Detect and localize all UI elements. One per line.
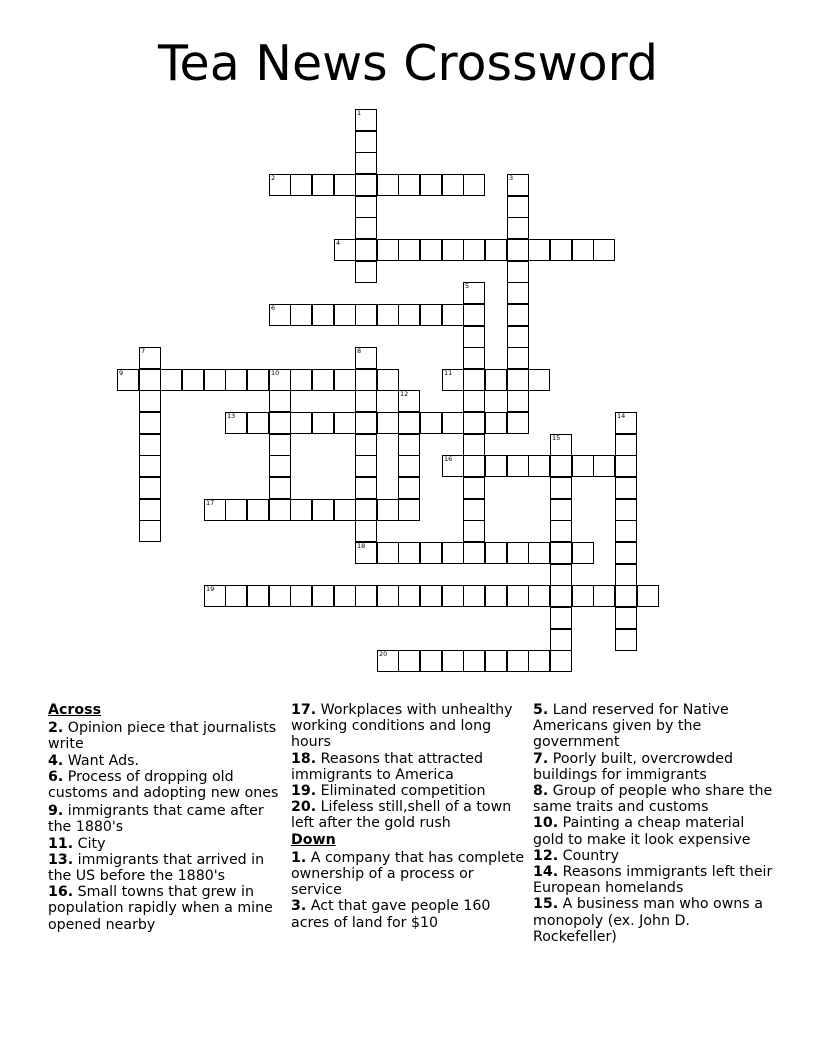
- grid-cell[interactable]: [269, 304, 291, 326]
- grid-cell[interactable]: [528, 369, 550, 391]
- clue-number: 18: [357, 542, 366, 550]
- grid-cell[interactable]: [550, 564, 572, 586]
- grid-cell[interactable]: [269, 455, 291, 477]
- grid-cell[interactable]: [398, 650, 420, 672]
- grid-cell[interactable]: [247, 369, 269, 391]
- clue-down-1: 1. A company that has complete ownership of a process or service: [291, 849, 525, 899]
- grid-cell[interactable]: [507, 542, 529, 564]
- grid-cell[interactable]: [355, 304, 377, 326]
- clue-down-5: 5. Land reserved for Native Americans given by the government: [533, 702, 729, 751]
- grid-cell[interactable]: [463, 434, 485, 456]
- grid-cell[interactable]: [204, 499, 226, 521]
- grid-cell[interactable]: [334, 369, 356, 391]
- clue-down-7: 7. Poorly built, overcrowded buildings for immigrants: [533, 750, 734, 783]
- grid-cell[interactable]: [550, 629, 572, 651]
- grid-cell[interactable]: [160, 369, 182, 391]
- grid-cell[interactable]: [398, 174, 420, 196]
- grid-cell[interactable]: [463, 239, 485, 261]
- grid-cell[interactable]: [615, 477, 637, 499]
- clue-number: 12: [400, 390, 409, 398]
- grid-cell[interactable]: [225, 499, 247, 521]
- grid-cell[interactable]: [398, 477, 420, 499]
- grid-cell[interactable]: [355, 520, 377, 542]
- grid-cell[interactable]: [355, 585, 377, 607]
- grid-cell[interactable]: [463, 369, 485, 391]
- grid-cell[interactable]: [442, 174, 464, 196]
- clue-across-18: 18. Reasons that attracted immigrants to America: [291, 750, 484, 783]
- grid-cell[interactable]: [312, 499, 334, 521]
- clue-number: 1: [357, 109, 362, 117]
- grid-cell[interactable]: [572, 585, 594, 607]
- grid-cell[interactable]: [420, 585, 442, 607]
- grid-cell[interactable]: [312, 174, 334, 196]
- grid-cell[interactable]: [334, 585, 356, 607]
- grid-cell[interactable]: [355, 239, 377, 261]
- grid-cell[interactable]: [615, 499, 637, 521]
- grid-cell[interactable]: [507, 196, 529, 218]
- clue-number: 8: [357, 347, 362, 355]
- grid-cell[interactable]: [463, 326, 485, 348]
- grid-cell[interactable]: [269, 477, 291, 499]
- grid-cell[interactable]: [312, 304, 334, 326]
- grid-cell[interactable]: [507, 326, 529, 348]
- grid-cell[interactable]: [139, 390, 161, 412]
- grid-cell[interactable]: [615, 564, 637, 586]
- grid-cell[interactable]: [355, 455, 377, 477]
- grid-cell[interactable]: [593, 585, 615, 607]
- grid-cell[interactable]: [485, 239, 507, 261]
- grid-cell[interactable]: [334, 499, 356, 521]
- grid-cell[interactable]: [355, 542, 377, 564]
- grid-cell[interactable]: [377, 174, 399, 196]
- clue-number: 2: [271, 174, 276, 182]
- clue-down-14: 14. Reasons immigrants left their European homelands: [533, 864, 773, 897]
- grid-cell[interactable]: [507, 282, 529, 304]
- grid-cell[interactable]: [398, 499, 420, 521]
- grid-cell[interactable]: [463, 412, 485, 434]
- grid-cell[interactable]: [507, 261, 529, 283]
- grid-cell[interactable]: [507, 412, 529, 434]
- grid-cell[interactable]: [247, 585, 269, 607]
- grid-cell[interactable]: [334, 412, 356, 434]
- grid-cell[interactable]: [550, 477, 572, 499]
- clue-across-11: 11. City: [48, 835, 106, 852]
- grid-cell[interactable]: [377, 239, 399, 261]
- clues-column-2: [291, 702, 526, 931]
- clue-down-3: 3. Act that gave people 160 acres of land for $10: [291, 898, 491, 931]
- grid-cell[interactable]: [139, 412, 161, 434]
- grid-cell[interactable]: [139, 455, 161, 477]
- grid-cell[interactable]: [269, 390, 291, 412]
- grid-cell[interactable]: [139, 347, 161, 369]
- clue-number: 17: [206, 499, 215, 507]
- grid-cell[interactable]: [442, 542, 464, 564]
- clue-across-19: 19. Eliminated competition: [291, 783, 486, 800]
- grid-cell[interactable]: [377, 542, 399, 564]
- clue-across-17: 17. Workplaces with unhealthy working conditions and long hours: [291, 702, 513, 751]
- grid-cell[interactable]: [420, 239, 442, 261]
- clue-number: 4: [336, 239, 341, 247]
- clue-across-4: 4. Want Ads.: [48, 752, 140, 769]
- grid-cell[interactable]: [398, 434, 420, 456]
- clue-across-16: 16. Small towns that grew in population rapidly when a mine opened nearby: [48, 884, 273, 933]
- grid-cell[interactable]: [398, 585, 420, 607]
- grid-cell[interactable]: [528, 455, 550, 477]
- grid-cell[interactable]: [442, 412, 464, 434]
- clue-across-2: 2. Opinion piece that journalists write: [48, 720, 277, 753]
- grid-cell[interactable]: [507, 174, 529, 196]
- grid-cell[interactable]: [442, 585, 464, 607]
- grid-cell[interactable]: [334, 304, 356, 326]
- grid-cell[interactable]: [269, 369, 291, 391]
- grid-cell[interactable]: [247, 412, 269, 434]
- grid-cell[interactable]: [442, 369, 464, 391]
- grid-cell[interactable]: [442, 304, 464, 326]
- grid-cell[interactable]: [139, 434, 161, 456]
- grid-cell[interactable]: [269, 585, 291, 607]
- clue-number: 5: [465, 282, 470, 290]
- grid-cell[interactable]: [377, 650, 399, 672]
- grid-cell[interactable]: [615, 520, 637, 542]
- clue-down-12: 12. Country: [533, 847, 620, 864]
- grid-cell[interactable]: [355, 390, 377, 412]
- clue-number: 20: [379, 650, 388, 658]
- page-title: Tea News Crossword: [157, 35, 659, 92]
- grid-cell[interactable]: [398, 390, 420, 412]
- grid-cell[interactable]: [615, 585, 637, 607]
- clue-number: 11: [444, 369, 453, 377]
- grid-cell[interactable]: [312, 369, 334, 391]
- grid-cell[interactable]: [355, 217, 377, 239]
- grid-cell[interactable]: [377, 412, 399, 434]
- grid-cell[interactable]: [463, 455, 485, 477]
- grid-cell[interactable]: [528, 542, 550, 564]
- grid-cell[interactable]: [139, 477, 161, 499]
- grid-cell[interactable]: [398, 239, 420, 261]
- grid-cell[interactable]: [507, 304, 529, 326]
- grid-cell[interactable]: [312, 412, 334, 434]
- grid-cell[interactable]: [355, 369, 377, 391]
- grid-cell[interactable]: [550, 239, 572, 261]
- grid-cell[interactable]: [269, 174, 291, 196]
- grid-cell[interactable]: [269, 499, 291, 521]
- clue-across-20: 20. Lifeless still,shell of a town left after the gold rush: [291, 799, 512, 832]
- grid-cell[interactable]: [615, 607, 637, 629]
- grid-cell[interactable]: [398, 455, 420, 477]
- grid-cell[interactable]: [139, 499, 161, 521]
- grid-cell[interactable]: [398, 542, 420, 564]
- clue-number: 16: [444, 455, 453, 463]
- grid-cell[interactable]: [485, 369, 507, 391]
- grid-cell[interactable]: [269, 434, 291, 456]
- grid-cell[interactable]: [637, 585, 659, 607]
- clues-column-1: [48, 702, 283, 933]
- grid-cell[interactable]: [290, 499, 312, 521]
- grid-cell[interactable]: [507, 455, 529, 477]
- grid-cell[interactable]: [225, 369, 247, 391]
- clue-down-8: 8. Group of people who share the same traits and customs: [533, 783, 773, 816]
- grid-cell[interactable]: [615, 542, 637, 564]
- grid-cell[interactable]: [398, 412, 420, 434]
- grid-cell[interactable]: [463, 390, 485, 412]
- grid-cell[interactable]: [182, 369, 204, 391]
- grid-cell[interactable]: [507, 239, 529, 261]
- grid-cell[interactable]: [550, 499, 572, 521]
- clue-across-6: 6. Process of dropping old customs and adopting new ones: [48, 768, 279, 802]
- grid-cell[interactable]: [572, 239, 594, 261]
- grid-cell[interactable]: [420, 542, 442, 564]
- grid-cell[interactable]: [398, 304, 420, 326]
- grid-cell[interactable]: [485, 650, 507, 672]
- grid-cell[interactable]: [355, 152, 377, 174]
- grid-cell[interactable]: [593, 455, 615, 477]
- grid-cell[interactable]: [507, 217, 529, 239]
- grid-cell[interactable]: [442, 239, 464, 261]
- grid-cell[interactable]: [139, 520, 161, 542]
- grid-cell[interactable]: [550, 520, 572, 542]
- clue-number: 10: [271, 369, 280, 377]
- grid-cell[interactable]: [593, 239, 615, 261]
- clue-down-15: 15. A business man who owns a monopoly (ex. John D. Rockefeller): [533, 896, 763, 945]
- grid-cell[interactable]: [463, 585, 485, 607]
- grid-cell[interactable]: [377, 585, 399, 607]
- grid-cell[interactable]: [507, 347, 529, 369]
- grid-cell[interactable]: [355, 412, 377, 434]
- clue-down-10: 10. Painting a cheap material gold to make it look expensive: [533, 815, 751, 848]
- clue-number: 7: [141, 347, 146, 355]
- grid-cell[interactable]: [485, 455, 507, 477]
- grid-cell[interactable]: [442, 650, 464, 672]
- grid-cell[interactable]: [463, 499, 485, 521]
- clue-across-13: 13. immigrants that arrived in the US before the 1880's: [48, 851, 265, 885]
- grid-cell[interactable]: [550, 650, 572, 672]
- grid-cell[interactable]: [550, 585, 572, 607]
- grid-cell[interactable]: [355, 347, 377, 369]
- grid-cell[interactable]: [290, 412, 312, 434]
- grid-cell[interactable]: [507, 369, 529, 391]
- grid-cell[interactable]: [507, 390, 529, 412]
- grid-cell[interactable]: [355, 196, 377, 218]
- grid-cell[interactable]: [507, 650, 529, 672]
- grid-cell[interactable]: [269, 412, 291, 434]
- grid-cell[interactable]: [463, 304, 485, 326]
- grid-cell[interactable]: [420, 304, 442, 326]
- grid-cell[interactable]: [377, 499, 399, 521]
- grid-cell[interactable]: [355, 174, 377, 196]
- grid-cell[interactable]: [485, 412, 507, 434]
- grid-cell[interactable]: [485, 585, 507, 607]
- grid-cell[interactable]: [615, 412, 637, 434]
- clue-number: 15: [552, 434, 561, 442]
- grid-cell[interactable]: [204, 585, 226, 607]
- grid-cell[interactable]: [355, 499, 377, 521]
- grid-cell[interactable]: [528, 650, 550, 672]
- grid-cell[interactable]: [528, 585, 550, 607]
- grid-cell[interactable]: [377, 369, 399, 391]
- grid-cell[interactable]: [550, 434, 572, 456]
- grid-cell[interactable]: [615, 434, 637, 456]
- grid-cell[interactable]: [550, 455, 572, 477]
- grid-cell[interactable]: [420, 412, 442, 434]
- grid-cell[interactable]: [507, 585, 529, 607]
- grid-cell[interactable]: [420, 174, 442, 196]
- grid-cell[interactable]: [550, 607, 572, 629]
- grid-cell[interactable]: [117, 369, 139, 391]
- grid-cell[interactable]: [225, 585, 247, 607]
- grid-cell[interactable]: [355, 434, 377, 456]
- grid-cell[interactable]: [463, 650, 485, 672]
- grid-cell[interactable]: [334, 239, 356, 261]
- grid-cell[interactable]: [463, 520, 485, 542]
- grid-cell[interactable]: [290, 369, 312, 391]
- clue-number: 6: [271, 304, 276, 312]
- grid-cell[interactable]: [290, 304, 312, 326]
- grid-cell[interactable]: [420, 650, 442, 672]
- across-heading: Across: [48, 702, 102, 718]
- clue-number: 3: [509, 174, 514, 182]
- clues-column-3: [533, 702, 773, 945]
- grid-cell[interactable]: [615, 455, 637, 477]
- grid-cell[interactable]: [377, 304, 399, 326]
- grid-cell[interactable]: [312, 585, 334, 607]
- grid-cell[interactable]: [225, 412, 247, 434]
- grid-cell[interactable]: [463, 174, 485, 196]
- clue-number: 19: [206, 585, 215, 593]
- grid-cell[interactable]: [572, 542, 594, 564]
- grid-cell[interactable]: [615, 629, 637, 651]
- grid-cell[interactable]: [290, 174, 312, 196]
- grid-cell[interactable]: [463, 347, 485, 369]
- grid-cell[interactable]: [463, 542, 485, 564]
- down-heading: Down: [291, 831, 336, 848]
- grid-cell[interactable]: [355, 109, 377, 131]
- grid-cell[interactable]: [355, 477, 377, 499]
- grid-cell[interactable]: [355, 261, 377, 283]
- grid-cell[interactable]: [290, 585, 312, 607]
- clue-number: 13: [227, 412, 236, 420]
- grid-cell[interactable]: [204, 369, 226, 391]
- grid-cell[interactable]: [355, 131, 377, 153]
- grid-cell[interactable]: [528, 239, 550, 261]
- grid-cell[interactable]: [442, 455, 464, 477]
- grid-cell[interactable]: [572, 455, 594, 477]
- clue-across-9: 9. immigrants that came after the 1880's: [48, 803, 264, 836]
- grid-cell[interactable]: [247, 499, 269, 521]
- grid-cell[interactable]: [334, 174, 356, 196]
- grid-cell[interactable]: [139, 369, 161, 391]
- clue-number: 14: [617, 412, 626, 420]
- grid-cell[interactable]: [550, 542, 572, 564]
- grid-cell[interactable]: [463, 477, 485, 499]
- clue-number: 9: [119, 369, 124, 377]
- grid-cell[interactable]: [485, 542, 507, 564]
- grid-cell[interactable]: [463, 282, 485, 304]
